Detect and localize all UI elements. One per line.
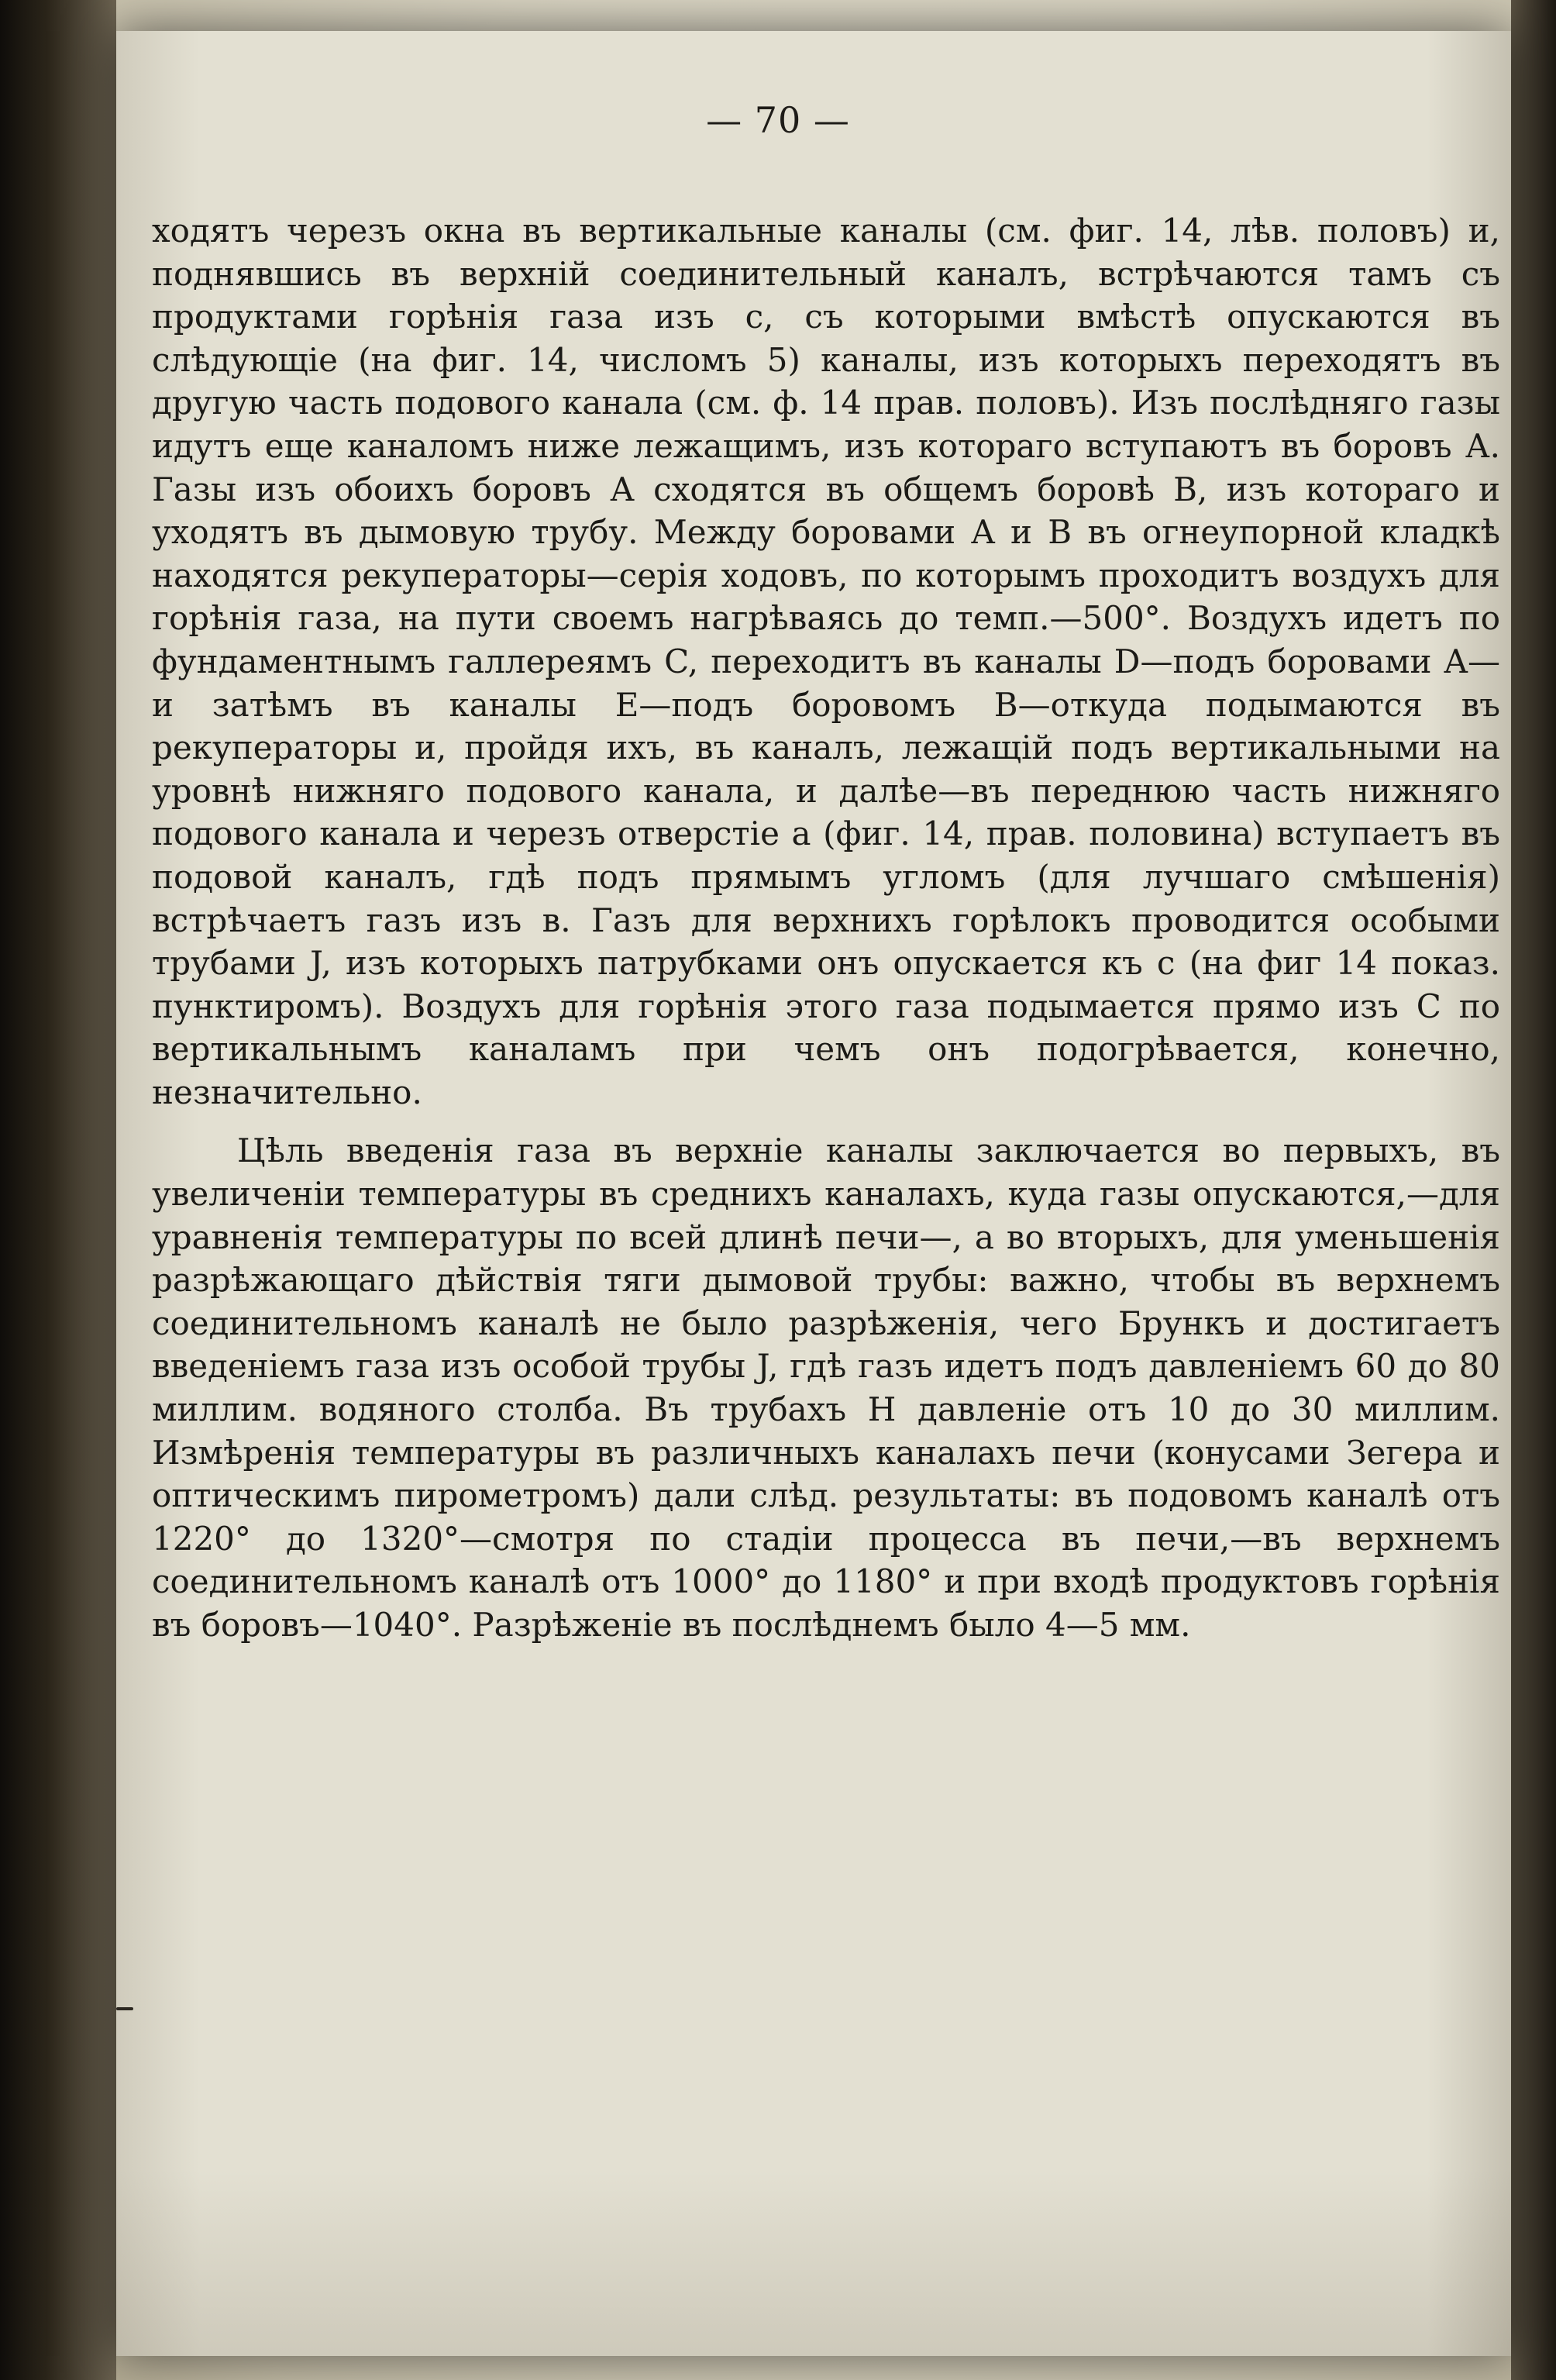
page-number: — 70 — [706,99,850,141]
book-edge-right [1511,0,1556,2380]
page-body [152,209,1500,1647]
paragraph-1: ходятъ черезъ окна въ вертикальные каналы (см. фиг. 14, лѣв. половъ) и, поднявшись въ верхній соединительный каналъ, встрѣчаются тамъ съ продуктами горѣнія газа изъ c, съ которыми вмѣстѣ опускаются въ слѣдующіе (на фиг. 14, числомъ 5) каналы, изъ которыхъ переходятъ въ другую часть подового канала (см. ф. 14 прав. половъ). Изъ послѣдняго газы идутъ еще каналомъ ниже лежащимъ, изъ котораго вступаютъ въ боровъ А. Газы изъ обоихъ боровъ А сходятся въ общемъ боровѣ B, изъ котораго и уходятъ въ дымовую трубу. Между боровами A и B въ огнеупорной кладкѣ находятся рекуператоры—серія ходовъ, по которымъ проходитъ воздухъ для горѣнія газа, на пути своемъ нагрѣваясь до темп.—500°. Воздухъ идетъ по фундаментнымъ галлереямъ C, переходитъ въ каналы D—подъ боровами A—и затѣмъ въ каналы E—подъ боровомъ B—откуда подымаются въ рекуператоры и, пройдя ихъ, въ каналъ, лежащій подъ вертикальными на уровнѣ нижняго подового канала, и далѣе—въ переднюю часть нижняго подового канала и черезъ отверстіе a (фиг. 14, прав. половина) вступаетъ въ подовой каналъ, гдѣ подъ прямымъ угломъ (для лучшаго смѣшенія) встрѣчаетъ газъ изъ в. Газъ для верхнихъ горѣлокъ проводится особыми трубами J, изъ которыхъ патрубками онъ опускается къ c (на фиг 14 показ. пунктиромъ). Воздухъ для горѣнія этого газа подымается прямо изъ C по вертикальнымъ каналамъ при чемъ онъ подогрѣвается, конечно, незначительно. [152,212,1501,1111]
paragraph-2: Цѣль введенія газа въ верхніе каналы заключается во первыхъ, въ увеличеніи температуры въ среднихъ каналахъ, куда газы опускаются,—для уравненія температуры по всей длинѣ печи—, а во вторыхъ, для уменьшенія разрѣжающаго дѣйствія тяги дымовой трубы: важно, чтобы въ верхнемъ соединительномъ каналѣ не было разрѣженія, чего Брункъ и достигаетъ введеніемъ газа изъ особой трубы J, гдѣ газъ идетъ подъ давленіемъ 60 до 80 миллим. водяного столба. Въ трубахъ H давленіе отъ 10 до 30 миллим. Измѣренія температуры въ различныхъ каналахъ печи (конусами Зегера и оптическимъ пирометромъ) дали слѣд. результаты: въ подовомъ каналѣ отъ 1220° до 1320°—смотря по стадіи процесса въ печи,—въ верхнемъ соединительномъ каналѣ отъ 1000° до 1180° и при входѣ продуктовъ горѣнія въ боровъ—1040°. Разрѣженіе въ послѣднемъ было 4—5 мм. [152,1131,1500,1644]
ink-mark [116,2007,133,2010]
book-edge-left [0,0,116,2380]
